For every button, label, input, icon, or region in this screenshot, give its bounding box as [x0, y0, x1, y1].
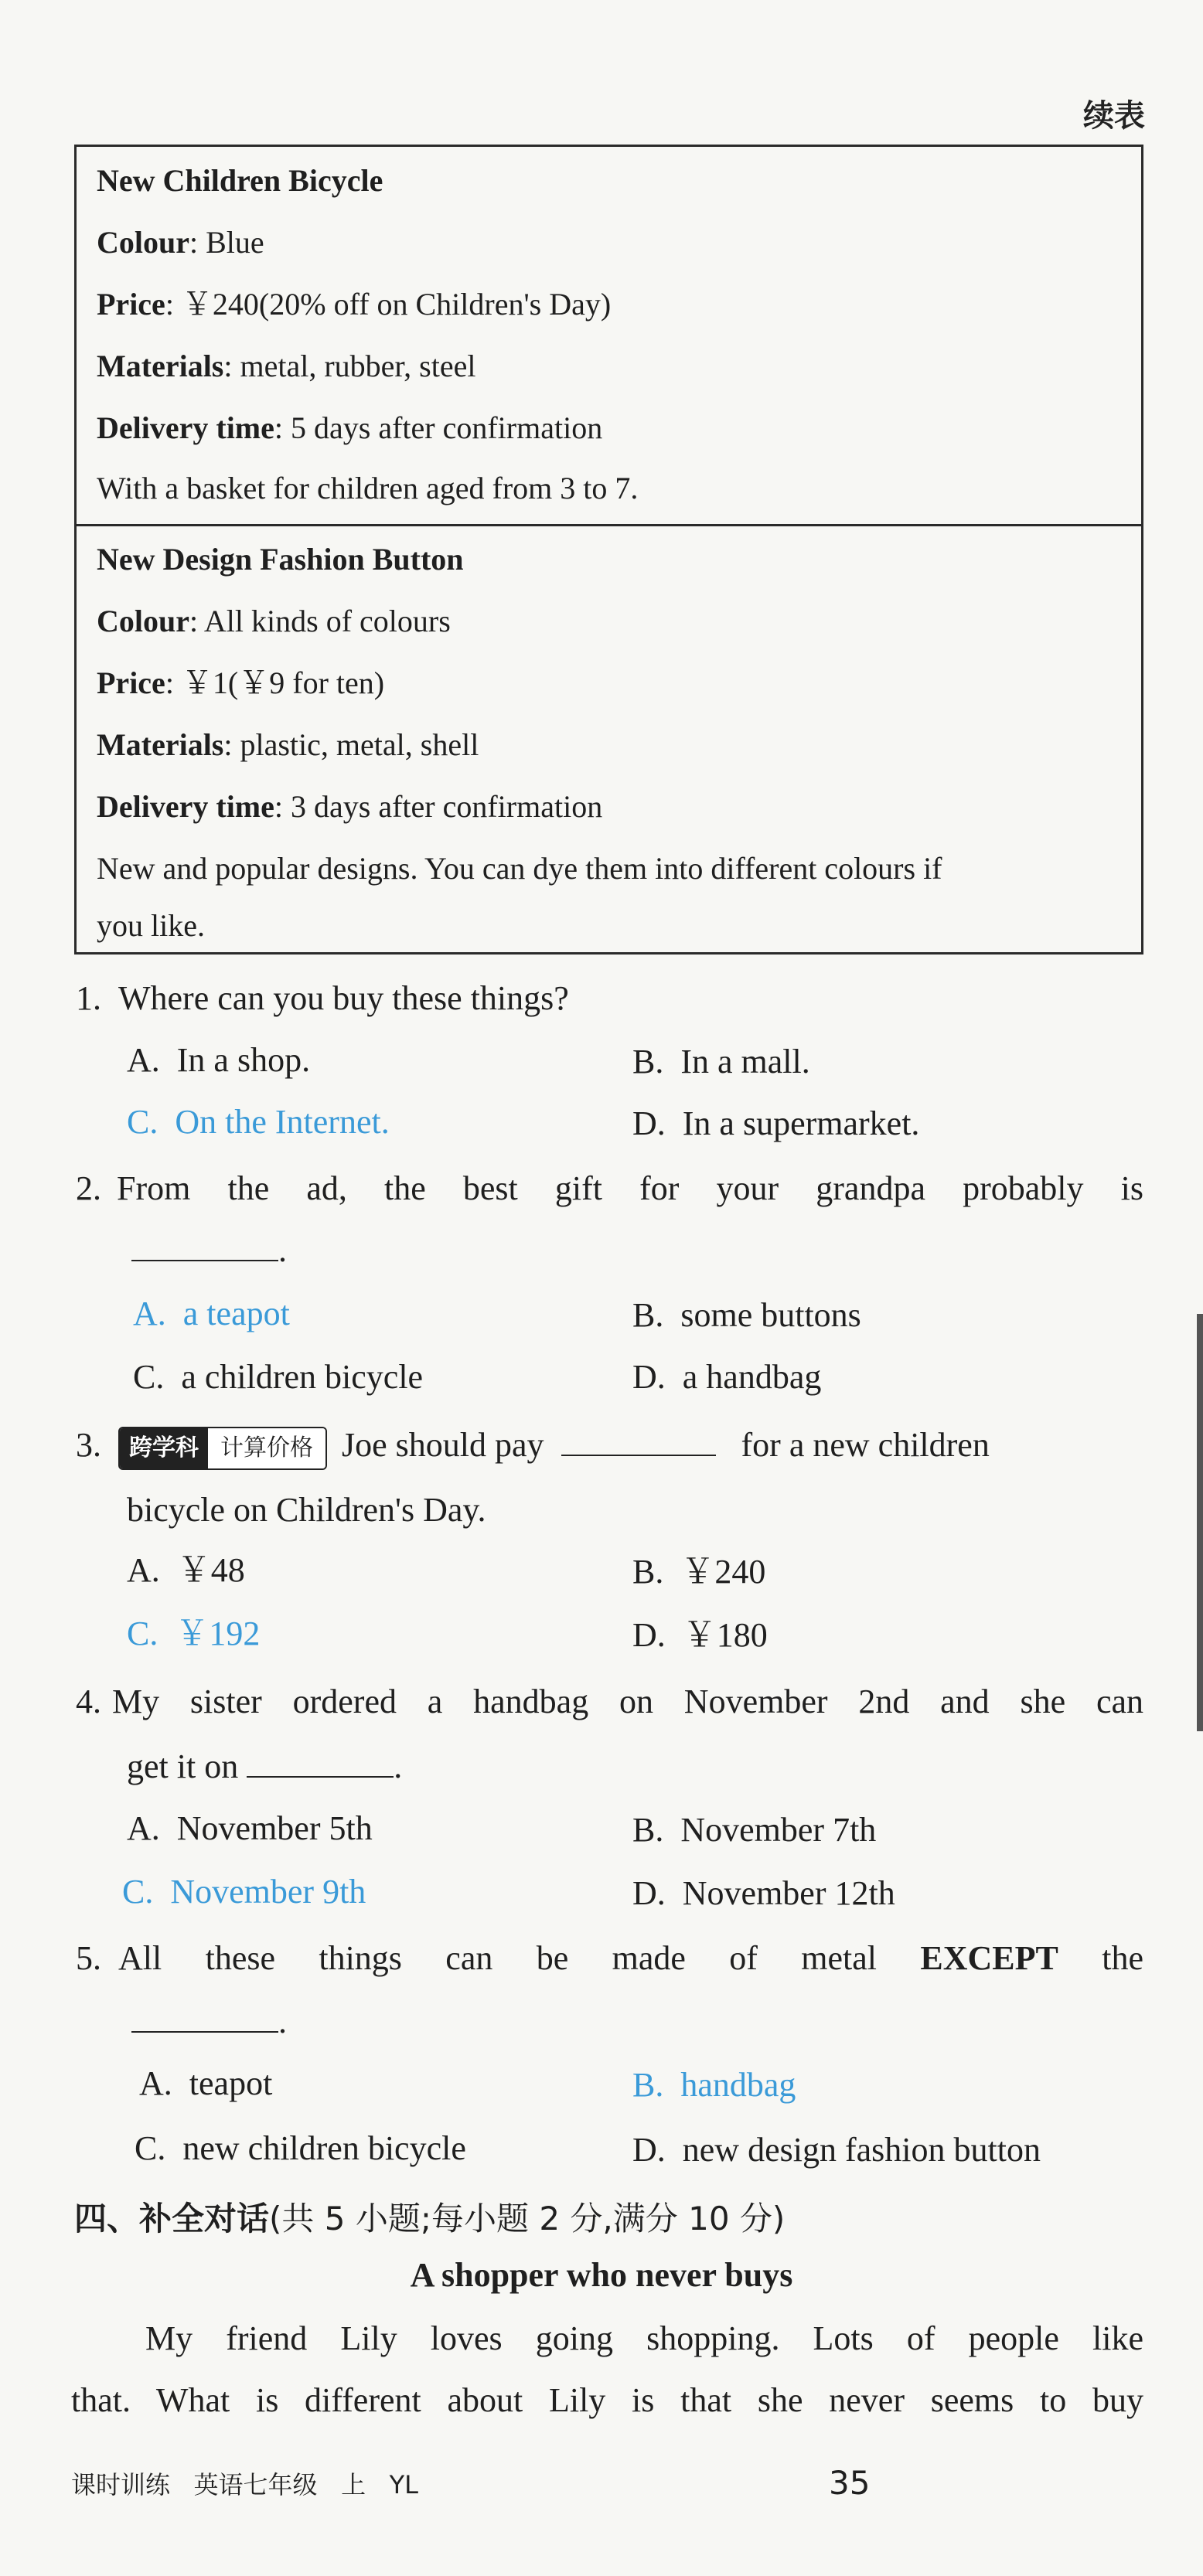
footer-book-info: 课时训练 英语七年级 上 YL	[71, 2470, 418, 2499]
option-1b[interactable]: B. In a mall.	[632, 1043, 810, 1080]
option-2c[interactable]: C. a children bicycle	[133, 1358, 424, 1396]
story-title: A shopper who never buys	[410, 2256, 793, 2294]
option-5a[interactable]: A. teapot	[139, 2064, 273, 2102]
product-delivery: Delivery time: 3 days after confirmation	[97, 789, 603, 824]
product-table	[74, 145, 1143, 955]
cross-subject-badge: 跨学科 计算价格	[118, 1427, 327, 1470]
section-heading: 四、补全对话(共 5 小题;每小题 2 分,满分 10 分)	[74, 2200, 786, 2237]
option-3a[interactable]: A. ￥48	[127, 1551, 245, 1589]
option-3c[interactable]: C. ￥192	[127, 1615, 261, 1652]
product-materials: Materials: metal, rubber, steel	[97, 349, 476, 383]
option-3b[interactable]: B. ￥240	[632, 1553, 766, 1591]
product-price: Price: ￥240(20% off on Children's Day)	[97, 287, 612, 322]
option-4b[interactable]: B. November 7th	[632, 1811, 877, 1849]
product-bicycle	[77, 147, 1141, 526]
option-5b[interactable]: B. handbag	[632, 2066, 796, 2104]
question-2: 2. From the ad, the best gift for your grandpa probably is	[76, 1169, 1143, 1207]
option-2b[interactable]: B. some buttons	[632, 1296, 861, 1334]
option-4d[interactable]: D. November 12th	[632, 1874, 895, 1912]
page-edge-mark	[1197, 1314, 1203, 1731]
product-name: New Children Bicycle	[97, 163, 383, 198]
answer-blank-2[interactable]: .	[131, 1227, 287, 1274]
product-button	[77, 524, 1141, 952]
option-1d[interactable]: D. In a supermarket.	[632, 1104, 920, 1142]
product-price: Price: ￥1(￥9 for ten)	[97, 665, 385, 700]
page-number: 35	[829, 2464, 871, 2502]
option-5d[interactable]: D. new design fashion button	[632, 2131, 1041, 2169]
product-note: New and popular designs. You can dye them into different colours if	[97, 851, 942, 886]
option-5c[interactable]: C. new children bicycle	[135, 2129, 466, 2167]
product-name: New Design Fashion Button	[97, 542, 464, 577]
story-paragraph-line1: My friend Lily loves going shopping. Lots of people like	[145, 2319, 1143, 2357]
option-2a[interactable]: A. a teapot	[133, 1295, 290, 1332]
question-3-cont: bicycle on Children's Day.	[127, 1491, 486, 1529]
answer-blank-5[interactable]: .	[131, 1999, 287, 2045]
option-1a[interactable]: A. In a shop.	[127, 1041, 311, 1079]
question-1: 1. Where can you buy these things?	[76, 979, 569, 1017]
product-colour: Colour: All kinds of colours	[97, 604, 451, 638]
product-delivery: Delivery time: 5 days after confirmation	[97, 410, 603, 445]
story-paragraph-line2: that. What is different about Lily is that she never seems to buy	[71, 2381, 1143, 2419]
option-4a[interactable]: A. November 5th	[127, 1809, 373, 1847]
question-4-cont: get it on .	[127, 1744, 402, 1790]
option-2d[interactable]: D. a handbag	[632, 1358, 822, 1396]
question-3: 3. 跨学科 计算价格 Joe should pay for a new children	[76, 1422, 1143, 1470]
product-materials: Materials: plastic, metal, shell	[97, 727, 479, 762]
product-colour: Colour: Blue	[97, 225, 264, 260]
option-3d[interactable]: D. ￥180	[632, 1616, 768, 1654]
option-4c[interactable]: C. November 9th	[122, 1873, 366, 1911]
product-note: With a basket for children aged from 3 to 7.	[97, 471, 639, 505]
question-5: 5. All these things can be made of metal EXCEPT the	[76, 1939, 1144, 1977]
option-1c[interactable]: C. On the Internet.	[127, 1103, 390, 1141]
question-4: 4. My sister ordered a handbag on November 2nd and she can	[76, 1683, 1143, 1720]
product-note-cont: you like.	[97, 908, 205, 943]
continued-label: 续表	[1083, 98, 1145, 134]
